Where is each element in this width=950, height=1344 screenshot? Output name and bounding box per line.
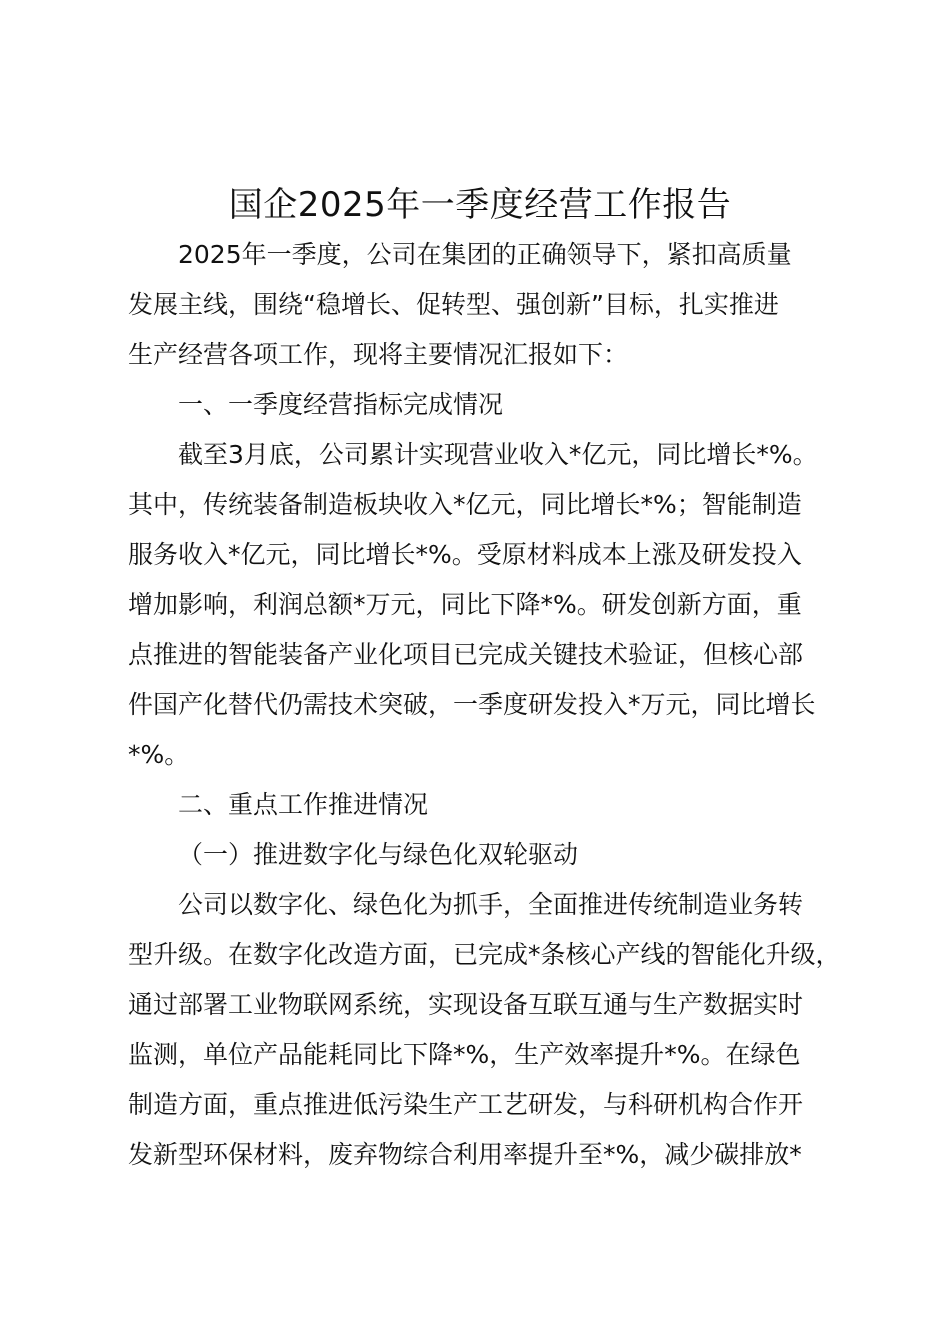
paragraph-line: 生产经营各项工作，现将主要情况汇报如下： [128,340,629,369]
paragraph-line: 增加影响，利润总额*万元，同比下降*%。研发创新方面，重 [128,590,802,619]
paragraph-line: 其中，传统装备制造板块收入*亿元，同比增长*%；智能制造 [128,490,802,519]
paragraph-line: 制造方面，重点推进低污染生产工艺研发，与科研机构合作开 [128,1090,804,1119]
paragraph-line: *%。 [128,740,190,769]
paragraph-line: 截至3月底，公司累计实现营业收入*亿元，同比增长*%。 [178,440,818,469]
paragraph-line: 2025年一季度，公司在集团的正确领导下，紧扣高质量 [178,240,792,269]
paragraph-line: 型升级。在数字化改造方面，已完成*条核心产线的智能化升级， [128,940,841,969]
paragraph-line: 通过部署工业物联网系统，实现设备互联互通与生产数据实时 [128,990,804,1019]
section-heading: 一、一季度经营指标完成情况 [178,390,504,419]
subsection-heading: （一）推进数字化与绿色化双轮驱动 [178,840,579,869]
section-heading: 二、重点工作推进情况 [178,790,429,819]
paragraph-line: 发展主线，围绕“稳增长、促转型、强创新”目标，扎实推进 [128,290,779,319]
document-title: 国企2025年一季度经营工作报告 [228,185,732,225]
paragraph-line: 服务收入*亿元，同比增长*%。受原材料成本上涨及研发投入 [128,540,802,569]
paragraph-line: 点推进的智能装备产业化项目已完成关键技术验证，但核心部 [128,640,804,669]
paragraph-line: 公司以数字化、绿色化为抓手，全面推进传统制造业务转 [178,890,804,919]
paragraph-line: 发新型环保材料，废弃物综合利用率提升至*%，减少碳排放* [128,1140,802,1169]
paragraph-line: 件国产化替代仍需技术突破，一季度研发投入*万元，同比增长 [128,690,816,719]
paragraph-line: 监测，单位产品能耗同比下降*%，生产效率提升*%。在绿色 [128,1040,801,1069]
